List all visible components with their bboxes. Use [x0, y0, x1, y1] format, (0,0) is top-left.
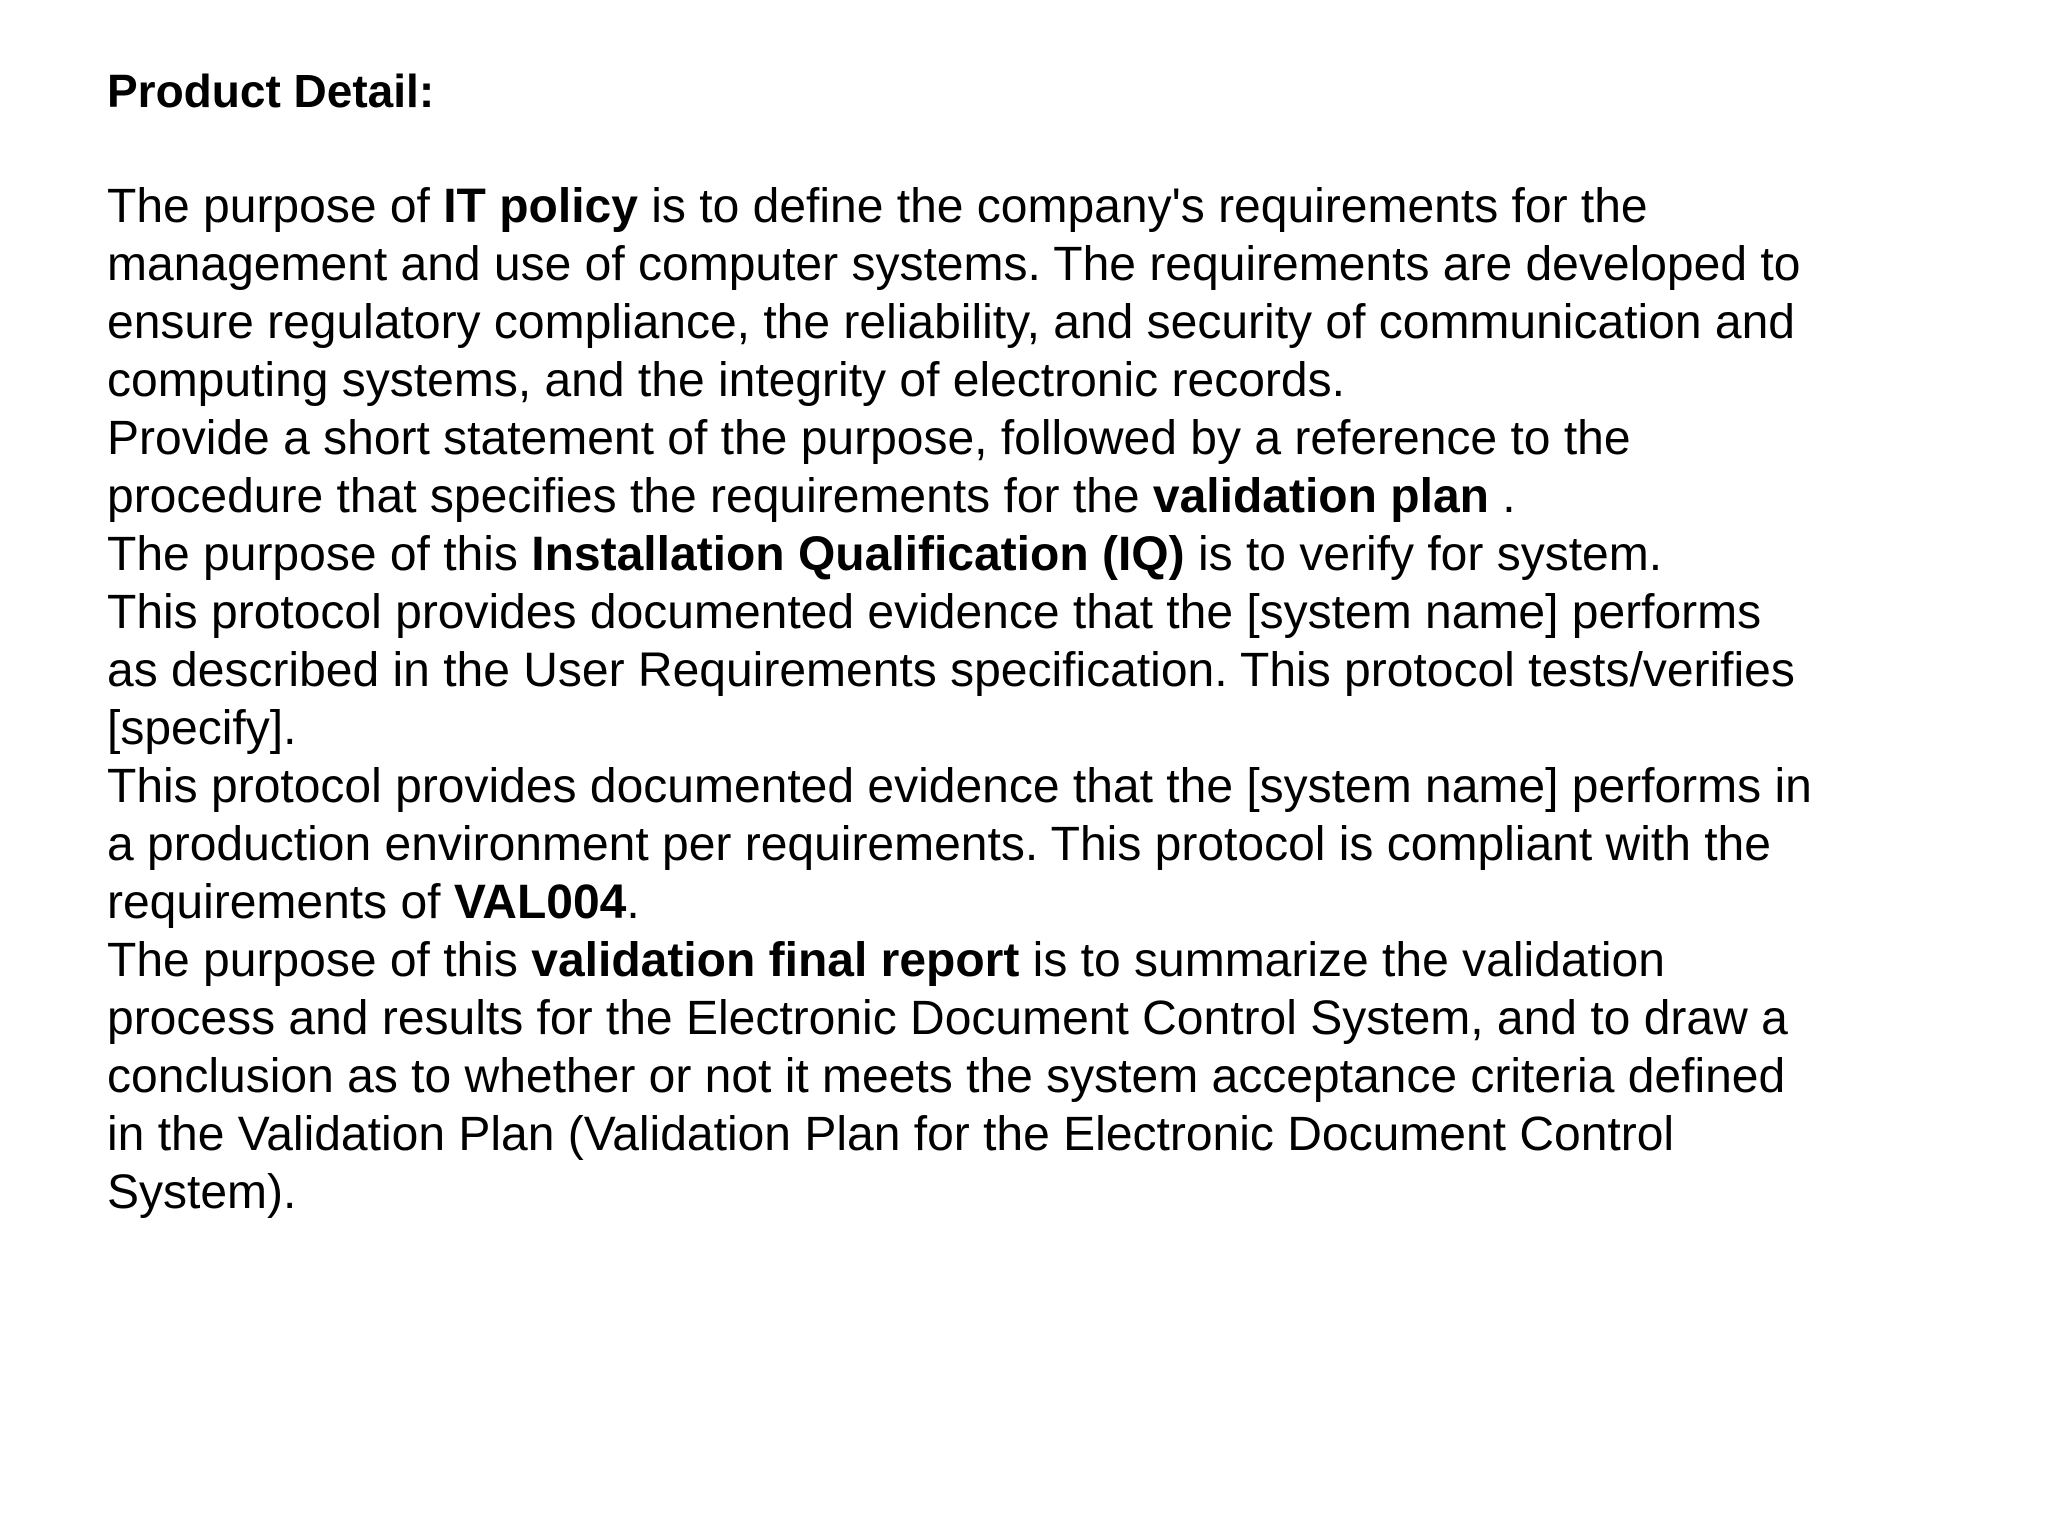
body-paragraph	[107, 584, 2007, 758]
bold-text-run: validation plan	[1152, 470, 1489, 523]
text-line	[107, 758, 2007, 816]
text-line	[107, 526, 2007, 584]
document-page	[107, 62, 2007, 1222]
text-run: This protocol provides documented evidence that the [system name] performs in	[107, 760, 1812, 813]
text-line	[107, 410, 2007, 468]
bold-text-run: validation final report	[531, 934, 1020, 987]
text-line	[107, 294, 2007, 352]
text-run: procedure that specifies the requirements for the	[107, 470, 1153, 523]
text-run: process and results for the Electronic Document Control System, and to draw a	[107, 992, 1788, 1045]
text-line	[107, 1106, 2007, 1164]
text-run: [specify].	[107, 702, 297, 755]
text-run: is to define the company's requirements for the	[637, 180, 1648, 233]
text-run: The purpose of this	[107, 528, 532, 581]
text-run: as described in the User Requirements specification. This protocol tests/verifies	[107, 644, 1795, 697]
text-line	[107, 700, 2007, 758]
document-heading: Product Detail:	[107, 65, 435, 117]
body-paragraph	[107, 178, 2007, 410]
text-line	[107, 584, 2007, 642]
body-paragraph	[107, 932, 2007, 1222]
text-run: is to verify for system.	[1184, 528, 1663, 581]
bold-text-run: VAL004	[453, 876, 627, 929]
bold-text-run: Installation Qualification (IQ)	[531, 528, 1185, 581]
text-line	[107, 932, 2007, 990]
text-run: .	[1488, 470, 1516, 523]
text-line	[107, 1048, 2007, 1106]
text-line	[107, 816, 2007, 874]
text-line	[107, 642, 2007, 700]
text-line	[107, 990, 2007, 1048]
text-run: a production environment per requirements. This protocol is compliant with the	[107, 818, 1771, 871]
text-run: ensure regulatory compliance, the reliability, and security of communication and	[107, 296, 1795, 349]
text-run: management and use of computer systems. The requirements are developed to	[107, 238, 1801, 291]
text-run: This protocol provides documented evidence that the [system name] performs	[107, 586, 1762, 639]
text-line	[107, 178, 2007, 236]
text-run: .	[626, 876, 640, 929]
text-run: requirements of	[107, 876, 454, 929]
body-paragraph	[107, 526, 2007, 584]
body-paragraph	[107, 758, 2007, 932]
text-run: computing systems, and the integrity of electronic records.	[107, 354, 1345, 407]
body-paragraph	[107, 410, 2007, 526]
document-body	[107, 178, 2007, 1222]
text-run: conclusion as to whether or not it meets the system acceptance criteria defined	[107, 1050, 1786, 1103]
bold-text-run: IT policy	[443, 180, 638, 233]
text-run: in the Validation Plan (Validation Plan for the Electronic Document Control	[107, 1108, 1675, 1161]
text-line	[107, 236, 2007, 294]
text-run: Provide a short statement of the purpose, followed by a reference to the	[107, 412, 1631, 465]
text-line	[107, 352, 2007, 410]
text-run: The purpose of	[107, 180, 444, 233]
text-line	[107, 468, 2007, 526]
text-run: System).	[107, 1166, 297, 1219]
text-line	[107, 874, 2007, 932]
text-run: is to summarize the validation	[1019, 934, 1665, 987]
text-line	[107, 1164, 2007, 1222]
text-run: The purpose of this	[107, 934, 532, 987]
